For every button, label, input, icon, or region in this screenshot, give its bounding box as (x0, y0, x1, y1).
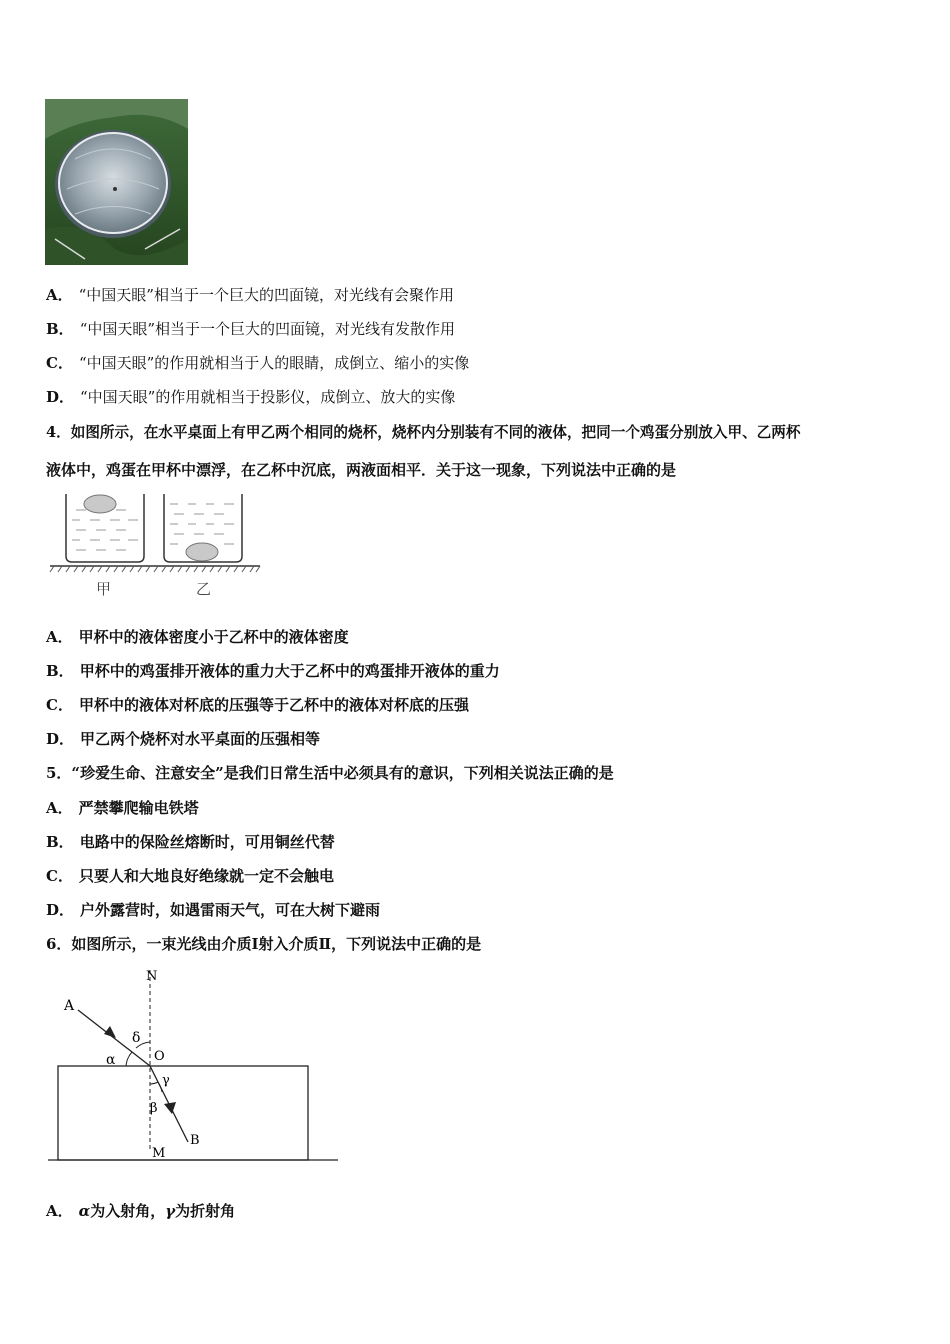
option-text: 电路中的保险丝熔断时，可用铜丝代替 (79, 833, 335, 851)
option-label: A． (46, 1202, 73, 1220)
option-label: B． (46, 662, 74, 680)
q5-option-d (46, 900, 380, 920)
option-text-mid: 为入射角， (90, 1202, 166, 1220)
beaker-label-jia: 甲 (96, 580, 112, 598)
option-text-end: 为折射角 (175, 1202, 236, 1220)
q4-beaker-figure (46, 490, 266, 600)
option-text: 户外露营时，如遇雷雨天气，可在大树下避雨 (80, 901, 381, 919)
q5-option-c (46, 866, 334, 886)
label-beta: β (150, 1101, 158, 1116)
q4-option-a (46, 627, 349, 647)
q6-option-a (46, 1201, 235, 1221)
q4-option-d (46, 729, 320, 749)
q6-stem: 6．如图所示，一束光线由介质Ⅰ射入介质Ⅱ，下列说法中正确的是 (46, 935, 482, 953)
option-text: 甲杯中的液体密度小于乙杯中的液体密度 (78, 628, 349, 646)
option-text: “中国天眼”的作用就相当于人的眼睛，成倒立、缩小的实像 (78, 354, 470, 372)
option-label: B． (46, 320, 74, 338)
label-B: B (190, 1133, 200, 1148)
q3-option-a (46, 285, 454, 305)
label-delta: δ (132, 1030, 141, 1046)
q4-option-b (46, 661, 500, 681)
option-label: C． (46, 867, 73, 885)
egg-sunk (186, 543, 218, 561)
fast-telescope-image (45, 99, 188, 265)
beakers-diagram (46, 490, 266, 600)
option-label: C． (46, 696, 73, 714)
label-N: N (146, 969, 158, 984)
option-text: 严禁攀爬输电铁塔 (78, 799, 199, 817)
option-label: C． (46, 354, 73, 372)
option-text: 甲杯中的液体对杯底的压强等于乙杯中的液体对杯底的压强 (78, 696, 469, 714)
label-gamma: γ (162, 1073, 170, 1088)
q3-option-c (46, 353, 469, 373)
option-text: “中国天眼”相当于一个巨大的凹面镜，对光线有发散作用 (79, 320, 456, 338)
q4-stem-line1: 4．如图所示，在水平桌面上有甲乙两个相同的烧杯，烧杯内分别装有不同的液体，把同一个鸡蛋分别放入甲、乙两杯 (46, 424, 801, 441)
q5-option-b (46, 832, 335, 852)
label-alpha: α (106, 1052, 116, 1068)
option-text: 甲乙两个烧杯对水平桌面的压强相等 (80, 730, 321, 748)
option-label: D． (46, 730, 75, 748)
beaker-label-yi: 乙 (196, 580, 212, 598)
q4-option-c (46, 695, 469, 715)
option-text: 甲杯中的鸡蛋排开液体的重力大于乙杯中的鸡蛋排开液体的重力 (79, 662, 500, 680)
fast-telescope-photo (45, 99, 188, 265)
option-label: B． (46, 833, 74, 851)
q4-stem-line2: 液体中，鸡蛋在甲杯中漂浮，在乙杯中沉底，两液面相平．关于这一现象，下列说法中正确的是 (46, 461, 677, 479)
refraction-diagram (46, 964, 346, 1169)
option-label: D． (46, 901, 75, 919)
gamma-symbol: γ (165, 1202, 176, 1220)
q5-stem: 5．“珍爱生命、注意安全”是我们日常生活中必须具有的意识，下列相关说法正确的是 (46, 764, 614, 782)
label-M: M (152, 1146, 166, 1161)
label-A: A (64, 998, 75, 1014)
egg-floating (84, 495, 116, 513)
option-label: A． (46, 799, 73, 817)
option-label: A． (46, 286, 73, 304)
q5-option-a (46, 798, 199, 818)
label-O: O (154, 1049, 165, 1064)
alpha-symbol: α (78, 1202, 91, 1220)
q3-option-d (46, 387, 455, 407)
option-text: “中国天眼”的作用就相当于投影仪，成倒立、放大的实像 (80, 388, 456, 406)
q3-option-b (46, 319, 455, 339)
option-text: 只要人和大地良好绝缘就一定不会触电 (78, 867, 334, 885)
option-label: D． (46, 388, 75, 406)
option-label: A． (46, 628, 73, 646)
q6-refraction-figure (46, 964, 346, 1169)
option-text: “中国天眼”相当于一个巨大的凹面镜，对光线有会聚作用 (78, 286, 454, 304)
